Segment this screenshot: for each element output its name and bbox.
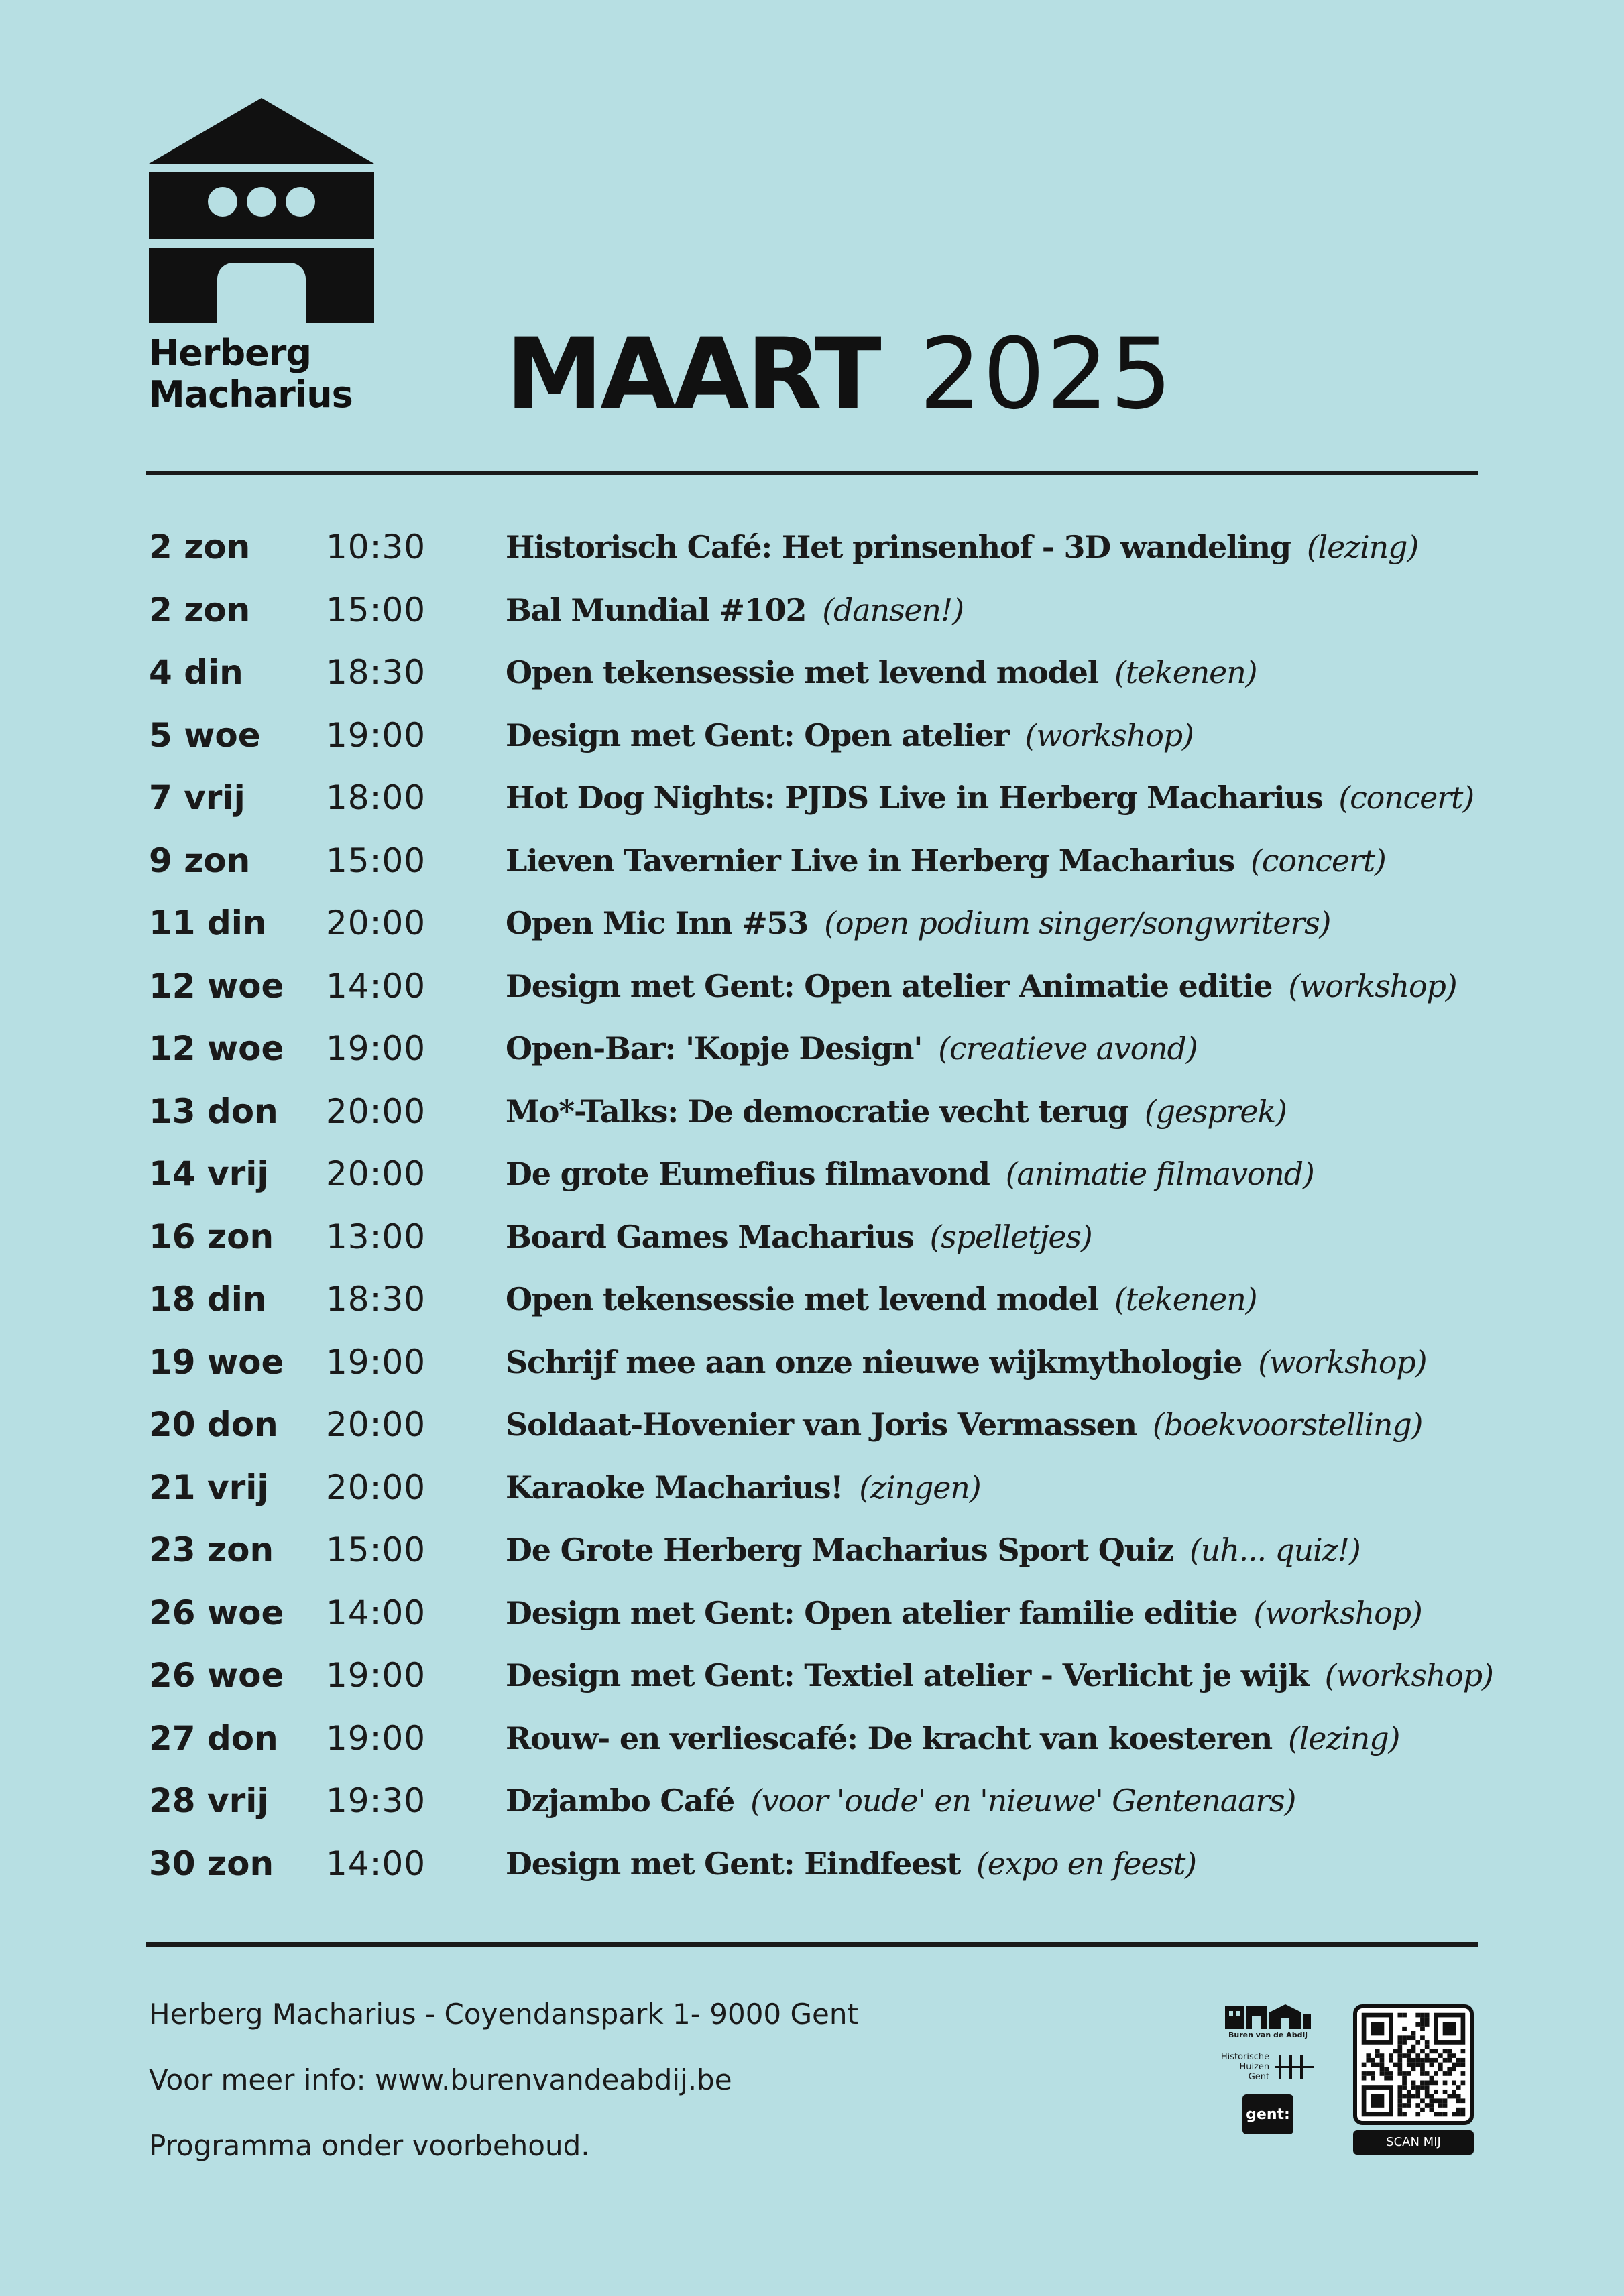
event-description xyxy=(506,771,1474,825)
footer-website: Voor meer info: www.burenvandeabdij.be xyxy=(149,2063,732,2096)
partner-2-label: Historische Huizen Gent xyxy=(1220,2052,1270,2082)
event-day: 13 don xyxy=(149,1091,278,1131)
gent-logo-icon: gent: xyxy=(1242,2094,1293,2134)
title-month: MAART xyxy=(506,317,879,431)
event-category: (workshop) xyxy=(1288,967,1457,1004)
event-time: 18:30 xyxy=(326,653,426,692)
event-row xyxy=(149,1837,1497,1900)
event-title: Open-Bar: 'Kopje Design' xyxy=(506,1030,923,1067)
event-day: 19 woe xyxy=(149,1342,284,1382)
event-category: (tekenen) xyxy=(1114,654,1257,690)
event-title: Open tekensessie met levend model xyxy=(506,654,1098,690)
event-category: (workshop) xyxy=(1253,1594,1422,1631)
event-time: 14:00 xyxy=(326,1844,426,1883)
event-row xyxy=(149,1648,1497,1711)
event-title: De Grote Herberg Macharius Sport Quiz xyxy=(506,1532,1174,1568)
top-divider xyxy=(146,471,1478,475)
event-time: 19:00 xyxy=(326,1029,426,1068)
event-row xyxy=(149,896,1497,959)
event-time: 20:00 xyxy=(326,1467,426,1507)
event-time: 10:30 xyxy=(326,528,426,566)
event-description xyxy=(506,1774,1295,1827)
event-row xyxy=(149,709,1497,772)
event-row xyxy=(149,1523,1497,1586)
qr-code-block[interactable] xyxy=(1353,2004,1474,2155)
event-title: Karaoke Macharius! xyxy=(506,1469,844,1506)
event-category: (uh... quiz!) xyxy=(1190,1532,1360,1568)
event-day: 23 zon xyxy=(149,1530,274,1569)
event-category: (voor 'oude' en 'nieuwe' Gentenaars) xyxy=(750,1783,1296,1819)
event-time: 20:00 xyxy=(326,1091,426,1131)
event-category: (creatieve avond) xyxy=(938,1030,1198,1067)
event-day: 28 vrij xyxy=(149,1781,269,1820)
partner-buren-van-de-abdij xyxy=(1211,2002,1325,2040)
event-description xyxy=(506,520,1418,574)
event-time: 19:30 xyxy=(326,1781,426,1820)
event-day: 2 zon xyxy=(149,528,251,566)
event-title: Design met Gent: Open atelier familie editie xyxy=(506,1594,1238,1631)
event-row xyxy=(149,1774,1497,1837)
event-description xyxy=(506,834,1386,888)
event-row xyxy=(149,834,1497,897)
event-day: 18 din xyxy=(149,1280,267,1319)
buren-van-de-abdij-logo-icon xyxy=(1224,2002,1312,2030)
event-category: (workshop) xyxy=(1258,1343,1427,1380)
event-category: (workshop) xyxy=(1324,1657,1493,1693)
footer-disclaimer: Programma onder voorbehoud. xyxy=(149,2129,590,2162)
event-time: 19:00 xyxy=(326,715,426,755)
event-category: (gesprek) xyxy=(1144,1093,1287,1130)
event-time: 19:00 xyxy=(326,1718,426,1758)
event-day: 2 zon xyxy=(149,590,251,629)
event-title: Design met Gent: Open atelier Animatie editie xyxy=(506,967,1273,1004)
bottom-divider xyxy=(146,1942,1478,1947)
qr-code[interactable] xyxy=(1353,2004,1474,2125)
event-title: Schrijf mee aan onze nieuwe wijkmythologie xyxy=(506,1343,1242,1380)
event-day: 12 woe xyxy=(149,1029,284,1068)
event-title: Hot Dog Nights: PJDS Live in Herberg Macharius xyxy=(506,780,1323,816)
event-time: 19:00 xyxy=(326,1656,426,1695)
event-time: 20:00 xyxy=(326,904,426,943)
event-day: 12 woe xyxy=(149,966,284,1006)
herberg-macharius-logo xyxy=(149,98,377,416)
partner-historische-huizen-gent xyxy=(1211,2052,1325,2082)
logo-line-2: Macharius xyxy=(149,373,353,416)
event-time: 15:00 xyxy=(326,841,426,880)
event-description xyxy=(506,1648,1493,1702)
event-time: 20:00 xyxy=(326,1405,426,1444)
event-description xyxy=(506,1586,1422,1640)
event-category: (boekvoorstelling) xyxy=(1152,1406,1423,1443)
event-description xyxy=(506,1523,1360,1577)
event-title: Mo*-Talks: De democratie vecht terug xyxy=(506,1093,1128,1130)
event-row xyxy=(149,771,1497,834)
event-title: Board Games Macharius xyxy=(506,1218,914,1255)
qr-scan-label: SCAN MIJ xyxy=(1353,2130,1474,2155)
event-description xyxy=(506,1147,1314,1201)
event-row xyxy=(149,1711,1497,1774)
event-description xyxy=(506,1461,980,1514)
event-day: 9 zon xyxy=(149,841,251,880)
event-day: 5 woe xyxy=(149,715,261,755)
event-time: 19:00 xyxy=(326,1342,426,1382)
event-description xyxy=(506,1210,1092,1264)
event-title: Bal Mundial #102 xyxy=(506,591,807,628)
event-time: 14:00 xyxy=(326,1593,426,1632)
event-description xyxy=(506,709,1194,762)
event-category: (lezing) xyxy=(1306,529,1419,565)
event-title: Lieven Tavernier Live in Herberg Macharius xyxy=(506,842,1235,879)
event-row xyxy=(149,646,1497,709)
event-description xyxy=(506,1022,1198,1075)
event-row xyxy=(149,583,1497,646)
event-description xyxy=(506,1085,1287,1138)
event-description xyxy=(506,1711,1399,1765)
event-title: De grote Eumefius filmavond xyxy=(506,1156,990,1192)
event-category: (zingen) xyxy=(859,1469,981,1506)
event-row xyxy=(149,959,1497,1022)
event-day: 27 don xyxy=(149,1718,278,1758)
house-icon xyxy=(149,98,374,323)
event-title: Open tekensessie met levend model xyxy=(506,1281,1098,1317)
event-description xyxy=(506,959,1457,1013)
event-row xyxy=(149,1272,1497,1335)
event-row xyxy=(149,1085,1497,1148)
event-time: 18:30 xyxy=(326,1280,426,1319)
event-day: 7 vrij xyxy=(149,778,245,817)
event-time: 15:00 xyxy=(326,590,426,629)
event-category: (lezing) xyxy=(1287,1719,1400,1756)
event-time: 15:00 xyxy=(326,1530,426,1569)
event-row xyxy=(149,1147,1497,1210)
title-year: 2025 xyxy=(919,317,1174,431)
footer-address: Herberg Macharius - Coyendanspark 1- 9000 Gent xyxy=(149,1998,858,2031)
event-row xyxy=(149,1210,1497,1273)
event-row xyxy=(149,1398,1497,1461)
event-time: 13:00 xyxy=(326,1217,426,1256)
event-time: 18:00 xyxy=(326,778,426,817)
event-category: (concert) xyxy=(1338,780,1474,816)
event-title: Design met Gent: Eindfeest xyxy=(506,1845,961,1882)
event-description xyxy=(506,1398,1422,1451)
event-time: 20:00 xyxy=(326,1154,426,1193)
event-row xyxy=(149,1335,1497,1398)
event-title: Open Mic Inn #53 xyxy=(506,905,809,941)
page-title xyxy=(506,317,1174,431)
qr-code-icon xyxy=(1357,2008,1470,2121)
event-row xyxy=(149,1022,1497,1085)
logo-line-1: Herberg xyxy=(149,332,312,374)
event-category: (workshop) xyxy=(1025,717,1194,753)
event-day: 4 din xyxy=(149,653,243,692)
event-list xyxy=(149,520,1497,1899)
event-day: 26 woe xyxy=(149,1656,284,1695)
event-category: (concert) xyxy=(1251,842,1386,879)
event-day: 26 woe xyxy=(149,1593,284,1632)
event-description xyxy=(506,1272,1257,1326)
partner-1-label: Buren van de Abdij xyxy=(1228,2031,1308,2039)
event-category: (dansen!) xyxy=(822,591,964,628)
event-day: 14 vrij xyxy=(149,1154,269,1193)
event-title: Design met Gent: Open atelier xyxy=(506,717,1009,753)
event-row xyxy=(149,1461,1497,1524)
event-description xyxy=(506,896,1330,950)
partner-stad-gent xyxy=(1211,2094,1325,2134)
event-row xyxy=(149,520,1497,583)
event-title: Soldaat-Hovenier van Joris Vermassen xyxy=(506,1406,1137,1443)
event-description xyxy=(506,646,1257,699)
event-title: Design met Gent: Textiel atelier - Verlicht je wijk xyxy=(506,1657,1309,1693)
event-category: (spelletjes) xyxy=(929,1218,1092,1255)
event-description xyxy=(506,583,964,637)
footer-info xyxy=(149,1996,858,2193)
event-day: 11 din xyxy=(149,904,267,943)
logo-wordmark xyxy=(149,333,377,416)
event-title: Historisch Café: Het prinsenhof - 3D wandeling xyxy=(506,529,1291,565)
event-title: Dzjambo Café xyxy=(506,1783,735,1819)
event-title: Rouw- en verliescafé: De kracht van koesteren xyxy=(506,1719,1272,1756)
event-row xyxy=(149,1586,1497,1649)
event-time: 14:00 xyxy=(326,966,426,1006)
event-day: 30 zon xyxy=(149,1844,274,1883)
event-day: 16 zon xyxy=(149,1217,274,1256)
event-category: (animatie filmavond) xyxy=(1005,1156,1314,1192)
event-category: (open podium singer/songwriters) xyxy=(824,905,1331,941)
partner-logos xyxy=(1211,2002,1325,2147)
event-day: 20 don xyxy=(149,1405,278,1444)
historische-huizen-logo-icon xyxy=(1275,2053,1315,2082)
event-category: (tekenen) xyxy=(1114,1281,1257,1317)
event-category: (expo en feest) xyxy=(976,1845,1196,1882)
event-description xyxy=(506,1837,1196,1890)
event-day: 21 vrij xyxy=(149,1467,269,1507)
event-description xyxy=(506,1335,1426,1389)
